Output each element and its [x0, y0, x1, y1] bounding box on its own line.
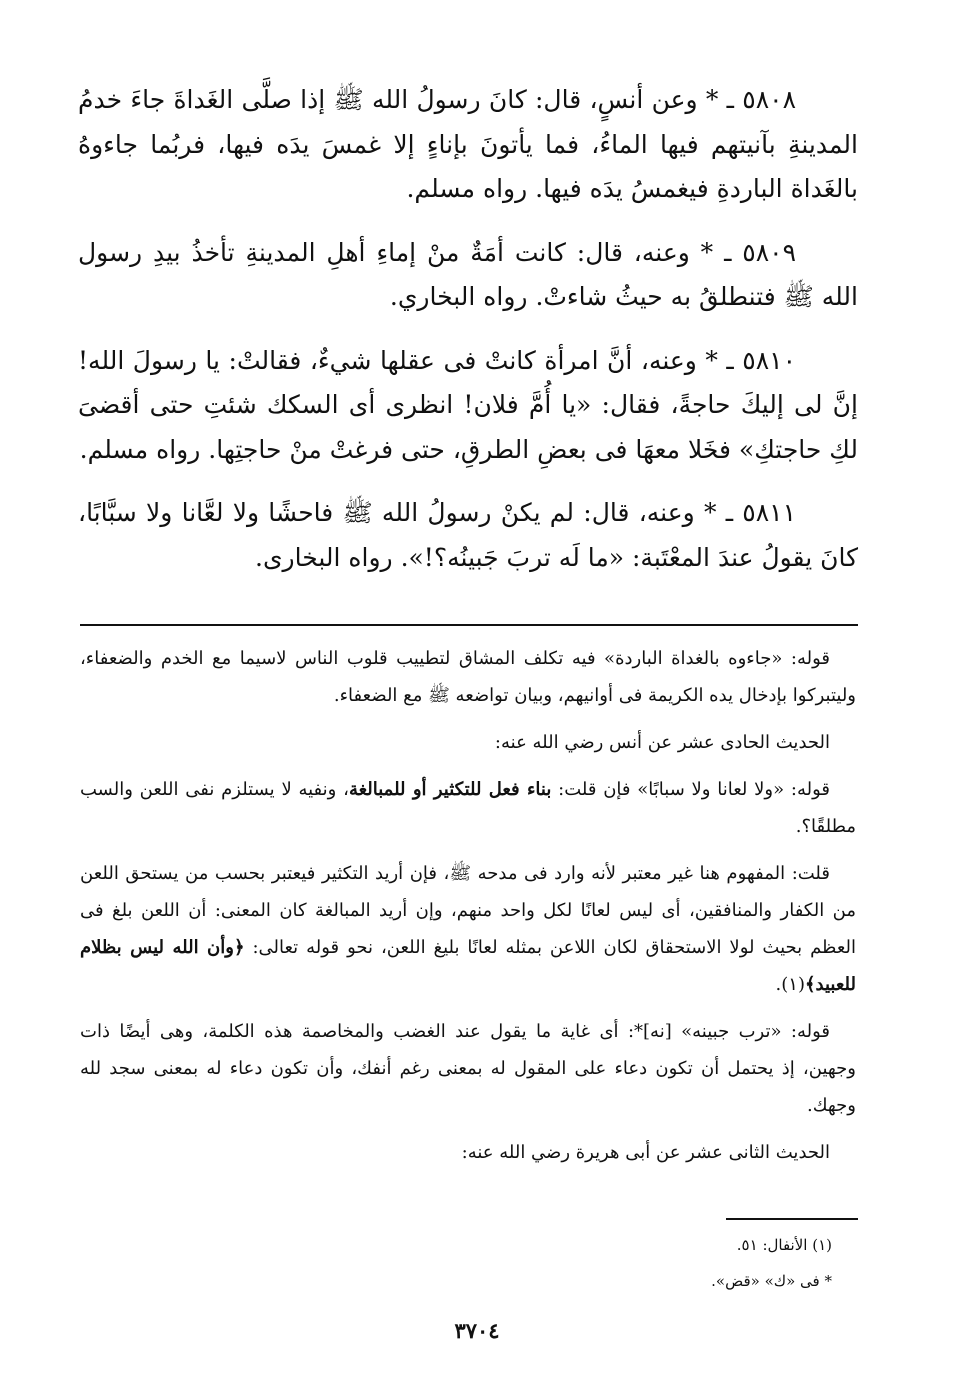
- hadith-text: * وعنه، أنَّ امرأة كانتْ فى عقلها شيءٌ، فقالتْ: يا رسولَ الله! إنَّ لى إليكَ حاجةً، فقال: «يا أُمَّ فلان! انظرى أى السكك شئتِ حتى أقضىَ لكِ حاجتكِ» فخَلا معهَا فى بعضِ الطرقِ، حتى فرغتْ منْ حاجتِها. رواه مسلم.: [78, 345, 858, 464]
- commentary-paragraph: [80, 771, 856, 845]
- hadith-paragraph: ٥٨٠٨ ـ * وعن أنسٍ، قال: كانَ رسولُ الله ﷺ إذا صلَّى الغَداةَ جاءَ خدمُ المدينةِ بآنيتهم فيها الماءُ، فما يأتونَ بإناءٍ إلا غمسَ يدَه فيها، فربُما جاءوهُ بالغَداة الباردةِ فيغمسُ يدَه فيها. رواه مسلم.: [78, 85, 858, 203]
- hadith-number: ٥٨١١: [742, 498, 797, 527]
- hadith-paragraph: ٥٨٠٩ ـ * وعنه، قال: كانت أمَةٌ منْ إماءِ أهلِ المدينةِ تأخذُ بيدِ رسول الله ﷺ فتنطلقُ به حيثُ شاءتْ. رواه البخاري.: [78, 237, 858, 311]
- commentary-heading: الحديث الثانى عشر عن أبى هريرة رضي الله عنه:: [461, 1142, 830, 1163]
- hadith-text: * وعنه، قال: لم يكنْ رسولُ الله ﷺ فاحشًا ولا لعَّانا ولا سبَّابًا، كانَ يقولُ عندَ المعْتَبة: «ما لَه تربَ جَبينُه؟!». رواه البخارى.: [78, 498, 858, 572]
- hadith-number: ٥٨١٠: [742, 345, 796, 375]
- commentary-paragraph: قوله: «جاءوه بالغداة الباردة» فيه تكلف المشاق لتطييب قلوب الناس لاسيما مع الخدم والضعفاء، وليتبركوا بإدخال يده الكريمة فى أوانيهم، وبيان تواضعه ﷺ مع الضعفاء.: [80, 648, 856, 706]
- commentary-text: قوله: «ولا لعانا ولا سبابًا» فإن قلت:: [551, 779, 831, 800]
- footnotes: [312, 1232, 832, 1304]
- commentary-text: قلت: المفهوم هنا غير معتبر لأنه وارد فى مدحه ﷺ، فإن أريد التكثير فيعتبر بحسب من يستحق اللعن من الكفار والمنافقين، أى ليس لعانًا لكل واحد منهم، وإن أريد المبالغة كان المعنى: أن اللعن بلغ فى العظم بحيث لولا الاستحقاق لكان اللاعن بمثله لعانًا بليغ اللعن، نحو قوله تعالى:: [80, 863, 856, 958]
- commentary-bold-text: بناء فعل للتكثير أو للمبالغة: [348, 779, 552, 800]
- commentary-section: [80, 640, 856, 1181]
- commentary-paragraph: [80, 855, 856, 1003]
- hadith-text: * وعن أنسٍ، قال: كانَ رسولُ الله ﷺ إذا صلَّى الغَداةَ جاءَ خدمُ المدينةِ بآنيتهم فيها الماءُ، فما يأتونَ بإناءٍ إلا غمسَ يدَه فيها، فربُما جاءوهُ بالغَداة الباردةِ فيغمسُ يدَه فيها. رواه مسلم.: [78, 85, 858, 203]
- hadith-number: ٥٨٠٨: [742, 85, 797, 114]
- hadith-paragraph: ٥٨١٠ ـ * وعنه، أنَّ امرأة كانتْ فى عقلها شيءٌ، فقالتْ: يا رسولَ الله! إنَّ لى إليكَ حاجةً، فقال: «يا أُمَّ فلان! انظرى أى السكك شئتِ حتى أقضىَ لكِ حاجتكِ» فخَلا معهَا فى بعضِ الطرقِ، حتى فرغتْ منْ حاجتِها. رواه مسلم.: [78, 345, 858, 464]
- commentary-heading: الحديث الحادى عشر عن أنس رضي الله عنه:: [494, 732, 830, 753]
- commentary-text: ، ونفيه لا يستلزم نفى اللعن والسب مطلقًا؟.: [80, 779, 856, 837]
- hadith-text: * وعنه، قال: كانت أمَةٌ منْ إماءِ أهلِ المدينةِ تأخذُ بيدِ رسول الله ﷺ فتنطلقُ به حيثُ شاءتْ. رواه البخاري.: [78, 237, 858, 311]
- hadith-number: ٥٨٠٩: [742, 237, 796, 267]
- footnote-divider: [726, 1218, 858, 1220]
- section-divider: [80, 624, 858, 626]
- hadith-paragraph: ٥٨١١ ـ * وعنه، قال: لم يكنْ رسولُ الله ﷺ فاحشًا ولا لعَّانا ولا سبَّابًا، كانَ يقولُ عندَ المعْتَبة: «ما لَه تربَ جَبينُه؟!». رواه البخارى.: [78, 498, 858, 572]
- footnote-reference: (١).: [775, 974, 805, 995]
- hadith-section: [78, 78, 858, 599]
- page-number: ٣٧٠٤: [454, 1318, 500, 1343]
- commentary-paragraph: قوله: «ترب جبينه» [نه]*: أى غاية ما يقول عند الغضب والمخاصمة هذه الكلمة، وهى أيضًا ذات وجهين، إذ يحتمل أن تكون دعاء على المقول له بمعنى رغم أنفك، وأن تكون دعاء له بمعنى سجد لله وجهك.: [80, 1021, 856, 1116]
- quran-verse: ﴿وأن الله ليس بظلام للعبيد﴾: [80, 937, 856, 995]
- footnote: * فى «ك» «قض».: [711, 1272, 832, 1290]
- footnote: (١) الأنفال: ٥١.: [736, 1236, 832, 1254]
